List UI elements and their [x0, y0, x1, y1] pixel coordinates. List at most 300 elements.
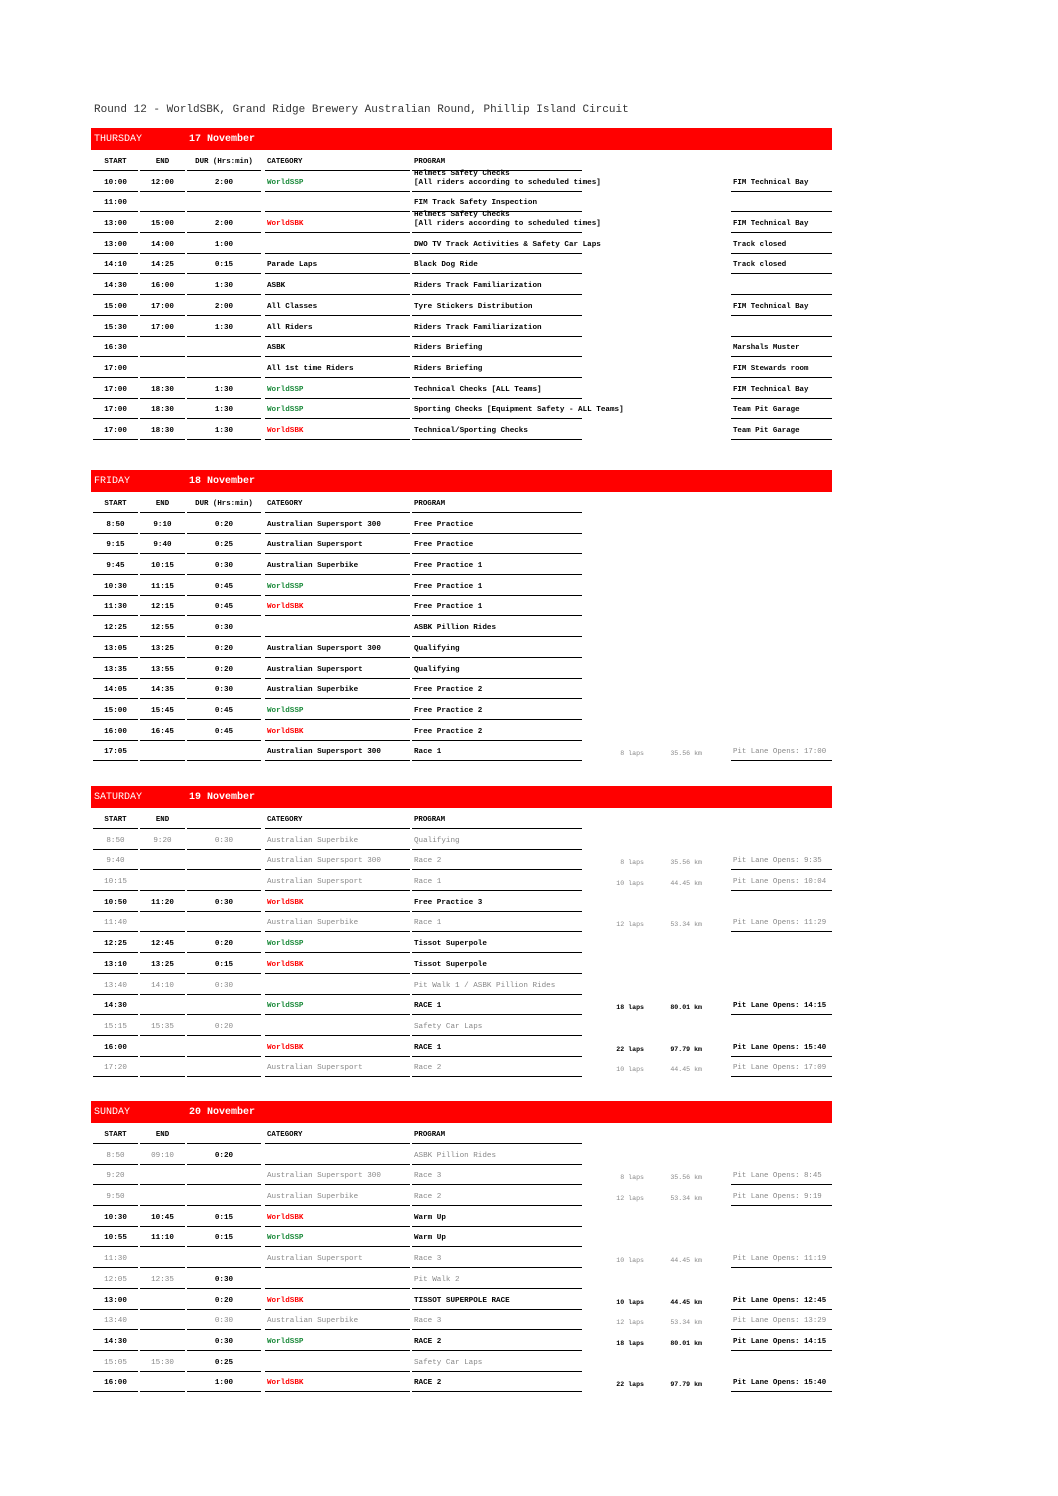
program: Race 2 — [414, 1064, 442, 1073]
schedule-row — [91, 720, 832, 741]
note-cell — [731, 419, 832, 440]
program-cell — [412, 1227, 582, 1248]
program: RACE 2 — [414, 1379, 442, 1388]
day-name: THURSDAY — [94, 134, 143, 145]
day-name: SUNDAY — [94, 1107, 131, 1118]
program-cell — [412, 699, 582, 720]
duration: 0:30 — [214, 686, 234, 695]
category-cell — [265, 699, 410, 720]
start-time-cell — [93, 233, 138, 254]
end-time: 12:35 — [151, 1275, 174, 1284]
program-cell — [412, 995, 582, 1016]
end-time: 12:55 — [151, 624, 174, 633]
end-time: 14:10 — [151, 981, 174, 990]
note-cell — [731, 192, 832, 213]
distance-cell — [654, 912, 702, 933]
duration-cell — [187, 575, 261, 596]
schedule-row — [91, 337, 832, 358]
start-time-cell — [93, 829, 138, 850]
program — [414, 170, 601, 188]
start-time: 10:50 — [104, 898, 127, 907]
duration-cell — [187, 192, 261, 213]
category: WorldSBK — [267, 603, 304, 612]
day-date: 18 November — [189, 476, 256, 487]
program: Pit Walk 2 — [414, 1275, 460, 1284]
note-cell — [731, 912, 832, 933]
start-time-cell — [93, 554, 138, 575]
end-time-cell — [140, 554, 185, 575]
program: RACE 1 — [414, 1043, 442, 1052]
program: Tissot Superpole — [414, 940, 487, 949]
duration-cell — [187, 699, 261, 720]
distance: 53.34 km — [670, 1195, 702, 1203]
program-line-1: Helmets Safety Checks — [414, 169, 510, 178]
day-header — [91, 470, 832, 492]
schedule-row — [91, 1015, 832, 1036]
laps: 12 laps — [616, 921, 644, 929]
distance-cell — [654, 1372, 702, 1393]
program-line-1: Helmets Safety Checks — [414, 211, 510, 220]
laps: 8 laps — [620, 859, 644, 867]
start-time-cell — [93, 741, 138, 762]
category-cell — [265, 534, 410, 555]
start-time: 16:00 — [104, 1379, 127, 1388]
day-friday — [91, 470, 832, 761]
duration: 0:30 — [214, 1317, 234, 1326]
category-cell — [265, 357, 410, 378]
program-cell — [412, 974, 582, 995]
start-time: 10:55 — [104, 1234, 127, 1243]
distance: 35.56 km — [670, 859, 702, 867]
note-cell — [731, 274, 832, 295]
program-cell — [412, 254, 582, 275]
start-time: 14:30 — [104, 1002, 127, 1011]
category-cell — [265, 316, 410, 337]
end-time-cell — [140, 399, 185, 420]
end-time: 14:25 — [151, 261, 174, 270]
duration-cell — [187, 233, 261, 254]
schedule-row — [91, 829, 832, 850]
schedule-row — [91, 378, 832, 399]
end-time: 15:00 — [151, 220, 174, 229]
category: Australian Supersport — [267, 541, 363, 550]
schedule-row — [91, 1057, 832, 1078]
schedule-row — [91, 357, 832, 378]
duration-cell — [187, 316, 261, 337]
category: WorldSBK — [267, 898, 304, 907]
end-time-cell — [140, 658, 185, 679]
program-cell — [412, 419, 582, 440]
start-time-cell — [93, 616, 138, 637]
note-cell — [731, 1289, 832, 1310]
start-time: 9:50 — [106, 1193, 125, 1202]
program-cell — [412, 1036, 582, 1057]
col-header-category-cell — [265, 808, 410, 829]
duration: 0:30 — [214, 981, 234, 990]
duration: 0:30 — [214, 624, 234, 633]
laps-cell — [604, 1289, 644, 1310]
start-time-cell — [93, 912, 138, 933]
duration: 1:30 — [214, 385, 234, 394]
duration-cell — [187, 295, 261, 316]
day-name: SATURDAY — [94, 792, 143, 803]
schedule-row — [91, 1330, 832, 1351]
program: Riders Track Familiarization — [414, 282, 542, 291]
col-header-dur-cell — [187, 808, 261, 829]
category-cell — [265, 1310, 410, 1331]
day-date: 20 November — [189, 1107, 256, 1118]
schedule-row — [91, 1227, 832, 1248]
start-time: 17:00 — [104, 426, 127, 435]
end-time: 18:30 — [151, 426, 174, 435]
end-time-cell — [140, 1247, 185, 1268]
program-cell — [412, 596, 582, 617]
category: All 1st time Riders — [267, 364, 354, 373]
category: Australian Supersport 300 — [267, 857, 381, 866]
col-header-category-cell — [265, 150, 410, 171]
start-time-cell — [93, 891, 138, 912]
category-cell — [265, 1206, 410, 1227]
duration-cell — [187, 1289, 261, 1310]
col-header-program: PROGRAM — [414, 1131, 446, 1139]
note: Pit Lane Opens: 9:35 — [733, 857, 822, 866]
schedule-row — [91, 974, 832, 995]
category-cell — [265, 1372, 410, 1393]
schedule-row — [91, 1310, 832, 1331]
start-time-cell — [93, 1268, 138, 1289]
category: All Riders — [267, 323, 313, 332]
schedule-row — [91, 1351, 832, 1372]
laps: 18 laps — [616, 1339, 644, 1347]
duration: 2:00 — [214, 178, 234, 187]
note-cell — [731, 1185, 832, 1206]
note: Team Pit Garage — [733, 426, 800, 435]
category: Parade Laps — [267, 261, 318, 270]
category-cell — [265, 637, 410, 658]
laps-cell — [604, 1372, 644, 1393]
start-time: 15:05 — [104, 1358, 127, 1367]
end-time-cell — [140, 1036, 185, 1057]
start-time: 11:40 — [104, 919, 127, 928]
laps-cell — [604, 1330, 644, 1351]
start-time: 13:40 — [104, 1317, 127, 1326]
program: RACE 2 — [414, 1337, 442, 1346]
end-time-cell — [140, 932, 185, 953]
category: ASBK — [267, 344, 286, 353]
day-date: 19 November — [189, 792, 256, 803]
category: WorldSSP — [267, 582, 304, 591]
laps-cell — [604, 1057, 644, 1078]
end-time-cell — [140, 679, 185, 700]
start-time: 17:20 — [104, 1064, 127, 1073]
col-header-start-cell — [93, 492, 138, 513]
distance-cell — [654, 1165, 702, 1186]
distance: 44.45 km — [670, 880, 702, 888]
start-time: 12:05 — [104, 1275, 127, 1284]
end-time-cell — [140, 1372, 185, 1393]
note-cell — [731, 1310, 832, 1331]
start-time-cell — [93, 534, 138, 555]
start-time-cell — [93, 596, 138, 617]
category: WorldSBK — [267, 220, 304, 229]
schedule-row — [91, 1206, 832, 1227]
duration: 0:20 — [214, 644, 234, 653]
duration: 0:20 — [214, 1151, 234, 1160]
duration-cell — [187, 337, 261, 358]
schedule-row — [91, 274, 832, 295]
program: ASBK Pillion Rides — [414, 1151, 497, 1160]
note-cell — [731, 870, 832, 891]
duration: 2:00 — [214, 302, 234, 311]
category: All Classes — [267, 302, 318, 311]
category-cell — [265, 212, 410, 233]
note-cell — [731, 995, 832, 1016]
category-cell — [265, 192, 410, 213]
duration: 2:00 — [214, 220, 234, 229]
start-time-cell — [93, 295, 138, 316]
category: Australian Supersport 300 — [267, 520, 381, 529]
end-time-cell — [140, 891, 185, 912]
schedule-row — [91, 399, 832, 420]
program: Race 1 — [414, 919, 442, 928]
end-time-cell — [140, 1144, 185, 1165]
start-time-cell — [93, 171, 138, 192]
duration-cell — [187, 891, 261, 912]
program: Free Practice 1 — [414, 562, 483, 571]
end-time-cell — [140, 274, 185, 295]
duration: 0:15 — [214, 261, 234, 270]
end-time-cell — [140, 378, 185, 399]
end-time: 9:20 — [153, 836, 172, 845]
distance: 44.45 km — [670, 1298, 702, 1306]
start-time-cell — [93, 953, 138, 974]
duration: 0:15 — [214, 960, 234, 969]
category: Australian Supersport 300 — [267, 1172, 381, 1181]
category-cell — [265, 1036, 410, 1057]
category-cell — [265, 995, 410, 1016]
program-cell — [412, 513, 582, 534]
end-time-cell — [140, 912, 185, 933]
duration-cell — [187, 1227, 261, 1248]
duration: 0:15 — [214, 1213, 234, 1222]
col-header-end: END — [155, 816, 170, 824]
distance: 97.79 km — [670, 1045, 702, 1053]
category-cell — [265, 575, 410, 596]
schedule-row — [91, 1247, 832, 1268]
duration: 0:30 — [214, 1275, 234, 1284]
laps: 8 laps — [620, 1174, 644, 1182]
end-time: 17:00 — [151, 302, 174, 311]
program-cell — [412, 1310, 582, 1331]
schedule-row — [91, 912, 832, 933]
col-header-category: CATEGORY — [267, 816, 303, 824]
duration: 1:30 — [214, 426, 234, 435]
note: Track closed — [733, 261, 787, 270]
category-cell — [265, 658, 410, 679]
start-time-cell — [93, 357, 138, 378]
start-time-cell — [93, 699, 138, 720]
note-cell — [731, 171, 832, 192]
col-header-dur: DUR (Hrs:min) — [195, 500, 253, 508]
program-cell — [412, 616, 582, 637]
duration-cell — [187, 995, 261, 1016]
day-header — [91, 128, 832, 150]
schedule-row — [91, 171, 832, 192]
program-cell — [412, 211, 601, 233]
program-cell — [412, 1289, 582, 1310]
end-time-cell — [140, 212, 185, 233]
note-cell — [731, 378, 832, 399]
category: WorldSBK — [267, 1379, 304, 1388]
end-time: 9:40 — [153, 541, 172, 550]
start-time-cell — [93, 1289, 138, 1310]
category-cell — [265, 295, 410, 316]
end-time: 17:00 — [151, 323, 174, 332]
category: WorldSBK — [267, 426, 304, 435]
end-time: 11:15 — [151, 582, 174, 591]
schedule-row — [91, 513, 832, 534]
laps: 22 laps — [616, 1045, 644, 1053]
note-cell — [731, 1372, 832, 1393]
program-cell — [412, 1015, 582, 1036]
category-cell — [265, 1289, 410, 1310]
category: Australian Superbike — [267, 562, 359, 571]
start-time: 9:40 — [106, 857, 125, 866]
program-cell — [412, 1185, 582, 1206]
note: Marshals Muster — [733, 344, 800, 353]
col-header-dur: DUR (Hrs:min) — [195, 158, 253, 166]
col-header-end: END — [155, 500, 170, 508]
program-cell — [412, 870, 582, 891]
start-time: 13:35 — [104, 665, 127, 674]
program: Free Practice 2 — [414, 706, 483, 715]
col-header-category-cell — [265, 1123, 410, 1144]
end-time-cell — [140, 974, 185, 995]
note-cell — [731, 399, 832, 420]
distance-cell — [654, 995, 702, 1016]
category-cell — [265, 891, 410, 912]
category-cell — [265, 1015, 410, 1036]
end-time-cell — [140, 720, 185, 741]
program-cell — [412, 679, 582, 700]
note-cell — [731, 357, 832, 378]
duration-cell — [187, 1015, 261, 1036]
column-header-row — [91, 808, 832, 829]
end-time: 11:10 — [151, 1234, 174, 1243]
note-cell — [731, 850, 832, 871]
start-time-cell — [93, 1165, 138, 1186]
note: Pit Lane Opens: 9:19 — [733, 1193, 822, 1202]
program: Race 1 — [414, 748, 442, 757]
start-time: 10:15 — [104, 878, 127, 887]
note-cell — [731, 316, 832, 337]
note: Track closed — [733, 240, 787, 249]
schedule-row — [91, 1144, 832, 1165]
start-time-cell — [93, 274, 138, 295]
program: Free Practice 2 — [414, 727, 483, 736]
note-cell — [731, 1330, 832, 1351]
program-cell — [412, 912, 582, 933]
end-time-cell — [140, 699, 185, 720]
start-time: 8:50 — [106, 520, 125, 529]
duration: 0:45 — [214, 727, 234, 736]
program-cell — [412, 1206, 582, 1227]
category-cell — [265, 850, 410, 871]
distance-cell — [654, 1185, 702, 1206]
note-cell — [731, 1057, 832, 1078]
duration: 1:00 — [214, 240, 234, 249]
schedule-row — [91, 1372, 832, 1393]
program-cell — [412, 316, 582, 337]
note: Pit Lane Opens: 11:29 — [733, 919, 827, 928]
laps: 12 laps — [616, 1195, 644, 1203]
program-cell — [412, 1268, 582, 1289]
duration-cell — [187, 399, 261, 420]
program: Qualifying — [414, 644, 460, 653]
program: Riders Track Familiarization — [414, 323, 542, 332]
schedule-row — [91, 575, 832, 596]
start-time-cell — [93, 850, 138, 871]
start-time: 11:30 — [104, 603, 127, 612]
start-time: 14:10 — [104, 261, 127, 270]
duration-cell — [187, 212, 261, 233]
day-header — [91, 786, 832, 808]
program-cell — [412, 1165, 582, 1186]
note: Pit Lane Opens: 17:00 — [733, 748, 827, 757]
start-time: 13:10 — [104, 960, 127, 969]
category: Australian Supersport — [267, 1255, 363, 1264]
note: Pit Lane Opens: 15:40 — [733, 1379, 827, 1388]
program-line-2: [All riders according to scheduled times] — [414, 178, 601, 187]
category: Australian Supersport — [267, 665, 363, 674]
program: Tyre Stickers Distribution — [414, 302, 533, 311]
category-cell — [265, 1144, 410, 1165]
category-cell — [265, 1057, 410, 1078]
laps: 10 laps — [616, 1298, 644, 1306]
note: Pit Lane Opens: 14:15 — [733, 1002, 827, 1011]
laps-cell — [604, 995, 644, 1016]
duration-cell — [187, 850, 261, 871]
schedule-row — [91, 212, 832, 233]
duration: 1:00 — [214, 1379, 234, 1388]
schedule-row — [91, 699, 832, 720]
program: Free Practice 2 — [414, 686, 483, 695]
distance: 35.56 km — [670, 1174, 702, 1182]
end-time-cell — [140, 295, 185, 316]
start-time: 15:00 — [104, 302, 127, 311]
column-header-row — [91, 492, 832, 513]
program-cell — [412, 399, 624, 420]
end-time: 16:45 — [151, 727, 174, 736]
start-time-cell — [93, 575, 138, 596]
laps-cell — [604, 1185, 644, 1206]
duration-cell — [187, 912, 261, 933]
distance: 35.56 km — [670, 750, 702, 758]
duration: 1:30 — [214, 323, 234, 332]
program-cell — [412, 891, 582, 912]
duration-cell — [187, 419, 261, 440]
distance-cell — [654, 1330, 702, 1351]
duration-cell — [187, 171, 261, 192]
note: Pit Lane Opens: 10:04 — [733, 878, 827, 887]
start-time: 12:25 — [104, 624, 127, 633]
schedule-row — [91, 254, 832, 275]
program-cell — [412, 637, 582, 658]
distance-cell — [654, 741, 702, 762]
end-time-cell — [140, 1268, 185, 1289]
col-header-program: PROGRAM — [414, 816, 446, 824]
note: FIM Technical Bay — [733, 178, 809, 187]
